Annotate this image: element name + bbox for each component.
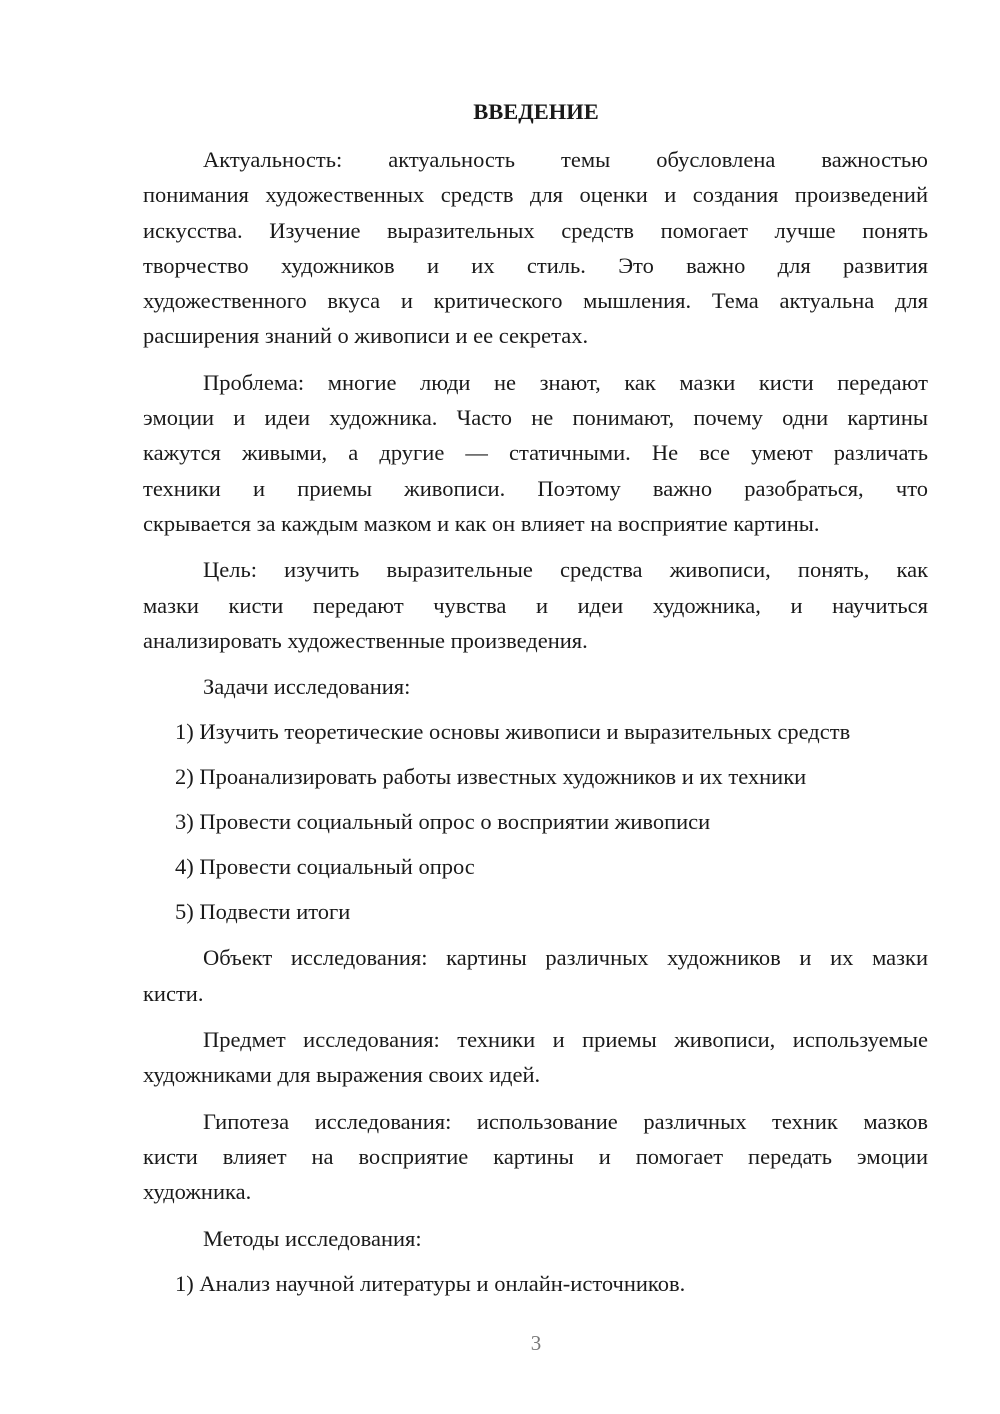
text-line: Объект исследования: картины различных художников и их мазки: [203, 945, 928, 971]
method-item: 1) Анализ научной литературы и онлайн-источников.: [175, 1270, 686, 1296]
task-item: 4) Провести социальный опрос: [175, 854, 475, 880]
methods-heading: [143, 1221, 928, 1256]
goal-paragraph: [143, 552, 928, 658]
text-line: скрывается за каждым мазком и как он влияет на восприятие картины.: [143, 510, 820, 536]
task-item: 3) Провести социальный опрос о восприятии живописи: [175, 809, 711, 835]
subject-paragraph: [143, 1022, 928, 1093]
text-line: мазки кисти передают чувства и идеи художника, и научиться: [143, 592, 928, 618]
page-number: 3: [530, 1331, 542, 1355]
text-line: расширения знаний о живописи и ее секретах.: [143, 323, 589, 349]
object-paragraph: [143, 940, 928, 1011]
text-line: Методы исследования:: [203, 1225, 422, 1251]
text-line: кажутся живыми, а другие — статичными. Не все умеют различать: [143, 440, 928, 466]
text-line: кисти влияет на восприятие картины и помогает передать эмоции: [143, 1143, 928, 1169]
text-line: искусства. Изучение выразительных средств помогает лучше понять: [143, 217, 928, 243]
text-line: художника.: [143, 1179, 252, 1205]
text-line: Предмет исследования: техники и приемы живописи, используемые: [203, 1027, 928, 1053]
text-line: творчество художников и их стиль. Это важно для развития: [143, 252, 928, 278]
task-item: 1) Изучить теоретические основы живописи и выразительных средств: [175, 719, 851, 745]
section-title: ВВЕДЕНИЕ: [473, 99, 599, 124]
text-line: Цель: изучить выразительные средства живописи, понять, как: [203, 557, 928, 583]
text-line: понимания художественных средств для оценки и создания произведений: [143, 182, 928, 208]
task-item: 5) Подвести итоги: [175, 899, 351, 925]
text-line: Проблема: многие люди не знают, как мазки кисти передают: [203, 369, 928, 395]
tasks-heading: [143, 669, 928, 704]
text-line: художественного вкуса и критического мышления. Тема актуальна для: [143, 288, 928, 314]
problem-paragraph: [143, 365, 928, 541]
text-line: Гипотеза исследования: использование различных техник мазков: [203, 1108, 928, 1134]
text-line: анализировать художественные произведения.: [143, 627, 588, 653]
text-line: кисти.: [143, 980, 204, 1006]
relevance-paragraph: [143, 142, 928, 354]
text-line: Актуальность: актуальность темы обусловлена важностью: [203, 147, 928, 172]
text-line: художниками для выражения своих идей.: [143, 1062, 541, 1088]
text-line: техники и приемы живописи. Поэтому важно разобраться, что: [143, 475, 928, 501]
text-line: эмоции и идеи художника. Часто не понимают, почему одни картины: [143, 405, 928, 431]
hypothesis-paragraph: [143, 1104, 928, 1210]
document-body: [143, 142, 928, 1301]
text-line: Задачи исследования:: [203, 674, 411, 700]
task-item: 2) Проанализировать работы известных художников и их техники: [175, 764, 807, 790]
